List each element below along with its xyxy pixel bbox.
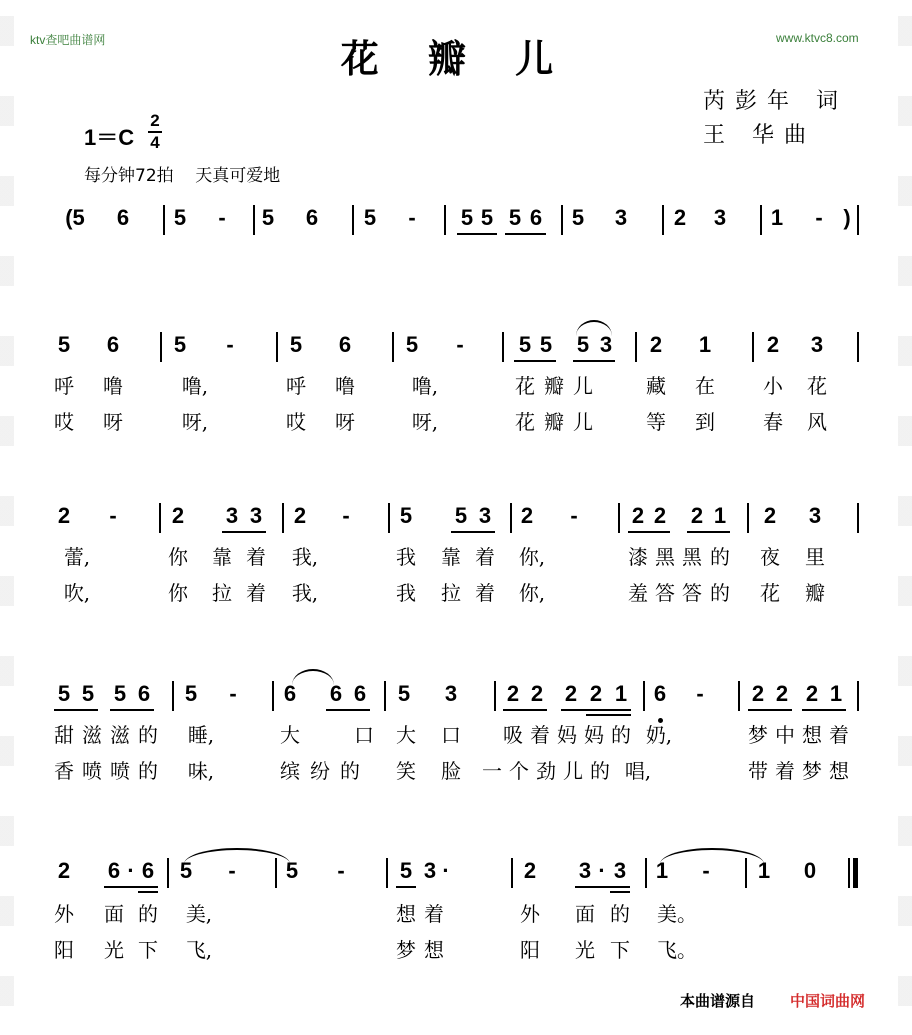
lyric-v1: 想 bbox=[802, 723, 822, 747]
lyric-v1: 美, bbox=[185, 902, 213, 926]
note: 6 bbox=[329, 681, 343, 706]
time-signature bbox=[148, 112, 162, 152]
lyric-v1: 口 bbox=[354, 723, 374, 747]
note: 2 bbox=[766, 332, 780, 357]
lyric-v2: 梦 bbox=[802, 759, 822, 783]
note: 5 bbox=[285, 858, 299, 883]
note: 5 bbox=[508, 205, 522, 230]
note: 3 bbox=[599, 332, 613, 357]
note: 5 bbox=[397, 681, 411, 706]
lyric-v2: 呀 bbox=[103, 410, 123, 434]
barline bbox=[857, 332, 859, 362]
note: 2 bbox=[523, 858, 537, 883]
barline bbox=[561, 205, 563, 235]
lyric-v2: 唱, bbox=[624, 759, 652, 783]
note: 6 bbox=[653, 681, 667, 706]
note: 3 bbox=[808, 503, 822, 528]
lyric-v2: 花 bbox=[760, 581, 780, 605]
underline bbox=[54, 709, 98, 711]
underline bbox=[396, 886, 416, 888]
barline bbox=[747, 503, 749, 533]
note: 5 bbox=[289, 332, 303, 357]
underline bbox=[138, 891, 158, 893]
lyric-v2: 羞 bbox=[628, 581, 648, 605]
note: 6 bbox=[116, 205, 130, 230]
slur bbox=[576, 320, 612, 336]
note: 5 bbox=[405, 332, 419, 357]
note: - bbox=[408, 205, 416, 230]
lyric-v1: 黑 bbox=[682, 545, 702, 569]
lyric-v1: 着 bbox=[475, 545, 495, 569]
lyric-v2: 呀, bbox=[181, 410, 209, 434]
lyric-v1: 大 bbox=[280, 723, 300, 747]
lyricist-credit: 芮彭年 词 bbox=[703, 89, 848, 114]
note: 1 bbox=[829, 681, 843, 706]
lyric-v2: 瓣 bbox=[805, 581, 825, 605]
note: 5 bbox=[173, 332, 187, 357]
note: 6 bbox=[305, 205, 319, 230]
note: - bbox=[696, 681, 704, 706]
note: - bbox=[456, 332, 464, 357]
barline bbox=[159, 503, 161, 533]
lyric-v2: 梦 bbox=[396, 938, 416, 962]
note: 3 bbox=[444, 681, 458, 706]
lyric-v2: 我 bbox=[396, 581, 416, 605]
note: 5 bbox=[399, 503, 413, 528]
lyric-v2: 吹, bbox=[63, 581, 91, 605]
lyric-v1: 噜, bbox=[181, 374, 209, 398]
note: 2 bbox=[775, 681, 789, 706]
lyric-v1: 里 bbox=[805, 545, 825, 569]
note: 5 bbox=[173, 205, 187, 230]
lyric-v1: 的 bbox=[138, 902, 158, 926]
lyric-v1: 睡, bbox=[187, 723, 215, 747]
lyric-v1: 面 bbox=[575, 902, 595, 926]
lyric-v1: 妈 bbox=[557, 723, 577, 747]
note: 2 bbox=[506, 681, 520, 706]
note: - bbox=[815, 205, 823, 230]
lyric-v2: 哎 bbox=[54, 410, 74, 434]
lyric-v2: 个 bbox=[509, 759, 529, 783]
note: 6 bbox=[137, 681, 151, 706]
lyric-v2: 春 bbox=[763, 410, 783, 434]
lyric-v2: 拉 bbox=[441, 581, 461, 605]
note: - bbox=[218, 205, 226, 230]
tempo-marking: 每分钟72拍 天真可爱地 bbox=[84, 166, 281, 186]
underline bbox=[104, 886, 158, 888]
barline bbox=[388, 503, 390, 533]
barline bbox=[857, 205, 859, 235]
composer-credit: 王 华曲 bbox=[703, 123, 816, 148]
final-barline-thick bbox=[853, 858, 858, 888]
note: 2 bbox=[564, 681, 578, 706]
lyric-v1: 我, bbox=[291, 545, 319, 569]
note: 2 bbox=[293, 503, 307, 528]
note: 5 bbox=[57, 681, 71, 706]
lyric-v1: 着 bbox=[424, 902, 444, 926]
lyric-v2: 纷 bbox=[310, 759, 330, 783]
note: 2 bbox=[631, 503, 645, 528]
note: - bbox=[228, 858, 236, 883]
note: - bbox=[109, 503, 117, 528]
note: 2 bbox=[690, 503, 704, 528]
note: 5 bbox=[363, 205, 377, 230]
lyric-v1: 花 bbox=[515, 374, 535, 398]
tie bbox=[660, 848, 764, 864]
note: 3 bbox=[423, 858, 437, 883]
barline bbox=[253, 205, 255, 235]
note: 6 bbox=[141, 858, 155, 883]
note: 6 bbox=[106, 332, 120, 357]
lyric-v2: 一 bbox=[482, 759, 502, 783]
lyric-v1: 靠 bbox=[441, 545, 461, 569]
note: 1 bbox=[757, 858, 771, 883]
lyric-v2: 想 bbox=[829, 759, 849, 783]
lyric-v1: 呼 bbox=[286, 374, 306, 398]
barline bbox=[282, 503, 284, 533]
underline bbox=[586, 714, 631, 716]
note: - bbox=[226, 332, 234, 357]
lyric-v1: 着 bbox=[530, 723, 550, 747]
note: 2 bbox=[57, 858, 71, 883]
lyric-v2: 下 bbox=[138, 938, 158, 962]
lyric-v1: 甜 bbox=[54, 723, 74, 747]
lyric-v1: 的 bbox=[138, 723, 158, 747]
note: 3 bbox=[614, 205, 628, 230]
note: - bbox=[342, 503, 350, 528]
note: 3 bbox=[713, 205, 727, 230]
song-title: 花 瓣 儿 bbox=[340, 36, 572, 81]
note: 3 bbox=[249, 503, 263, 528]
lyric-v1: 中 bbox=[775, 723, 795, 747]
lyric-v1: 的 bbox=[611, 723, 631, 747]
lyric-v2: 飞, bbox=[185, 938, 213, 962]
barline bbox=[645, 858, 647, 888]
lyric-v1: 美。 bbox=[657, 902, 697, 926]
lyric-v1: 我 bbox=[396, 545, 416, 569]
time-sig-bottom: 4 bbox=[150, 133, 160, 152]
barline bbox=[275, 858, 277, 888]
note: 5 bbox=[81, 681, 95, 706]
lyric-v1: 滋 bbox=[110, 723, 130, 747]
lyric-v1: 的 bbox=[610, 902, 630, 926]
note: 1 bbox=[770, 205, 784, 230]
lyric-v1: 靠 bbox=[212, 545, 232, 569]
lyric-v2: 儿 bbox=[573, 410, 593, 434]
note: 5 bbox=[480, 205, 494, 230]
final-barline-thin bbox=[848, 858, 850, 888]
lyric-v1: 着 bbox=[829, 723, 849, 747]
note: 2 bbox=[589, 681, 603, 706]
lyric-v2: 答 bbox=[682, 581, 702, 605]
underline bbox=[514, 360, 556, 362]
lyric-v1: 夜 bbox=[760, 545, 780, 569]
note: 2 bbox=[649, 332, 663, 357]
lyric-v2: 喷 bbox=[110, 759, 130, 783]
barline bbox=[857, 681, 859, 711]
underline bbox=[575, 886, 630, 888]
note: 3 bbox=[810, 332, 824, 357]
barline bbox=[643, 681, 645, 711]
lyric-v1: 噜 bbox=[335, 374, 355, 398]
barline bbox=[738, 681, 740, 711]
underline bbox=[802, 709, 846, 711]
note: 5 bbox=[261, 205, 275, 230]
note: 5 bbox=[571, 205, 585, 230]
lyric-v1: 噜 bbox=[103, 374, 123, 398]
underline bbox=[610, 891, 630, 893]
lyric-v2: 着 bbox=[475, 581, 495, 605]
footer-label: 本曲谱源自 bbox=[680, 992, 756, 1010]
barline bbox=[160, 332, 162, 362]
note: 6 bbox=[338, 332, 352, 357]
note: ) bbox=[843, 205, 851, 230]
note-dot: · bbox=[598, 858, 606, 883]
lyric-v1: 滋 bbox=[82, 723, 102, 747]
lyric-v1: 外 bbox=[54, 902, 74, 926]
barline bbox=[352, 205, 354, 235]
lyric-v1: 的 bbox=[710, 545, 730, 569]
underline bbox=[457, 233, 497, 235]
note: 5 bbox=[179, 858, 193, 883]
note: - bbox=[337, 858, 345, 883]
barline bbox=[752, 332, 754, 362]
underline bbox=[573, 360, 615, 362]
note: 2 bbox=[805, 681, 819, 706]
lyric-v2: 儿 bbox=[563, 759, 583, 783]
lyric-v2: 到 bbox=[695, 410, 715, 434]
note: 3 bbox=[578, 858, 592, 883]
lyric-v2: 笑 bbox=[396, 759, 416, 783]
note: 5 bbox=[57, 332, 71, 357]
barline bbox=[384, 681, 386, 711]
lyric-v2: 缤 bbox=[280, 759, 300, 783]
lyric-v2: 光 bbox=[104, 938, 124, 962]
left-watermark-strip bbox=[0, 0, 14, 1035]
lyric-v2: 着 bbox=[246, 581, 266, 605]
note: - bbox=[702, 858, 710, 883]
lyric-v1: 藏 bbox=[646, 374, 666, 398]
lyric-v1: 着 bbox=[246, 545, 266, 569]
note: 3 bbox=[613, 858, 627, 883]
barline bbox=[662, 205, 664, 235]
lyric-v2: 的 bbox=[138, 759, 158, 783]
lyric-v2: 呀 bbox=[335, 410, 355, 434]
lyric-v2: 飞。 bbox=[657, 938, 697, 962]
barline bbox=[635, 332, 637, 362]
underline bbox=[222, 531, 266, 533]
barline bbox=[857, 503, 859, 533]
note: 2 bbox=[751, 681, 765, 706]
barline bbox=[163, 205, 165, 235]
note: - bbox=[570, 503, 578, 528]
source-right: www.ktvc8.com bbox=[776, 31, 859, 45]
underline bbox=[503, 709, 547, 711]
note: - bbox=[229, 681, 237, 706]
underline bbox=[628, 531, 670, 533]
note: 3 bbox=[225, 503, 239, 528]
lyric-v2: 答 bbox=[655, 581, 675, 605]
note: 1 bbox=[698, 332, 712, 357]
lyric-v1: 蕾, bbox=[63, 545, 91, 569]
lyric-v1: 口 bbox=[441, 723, 461, 747]
note: 5 bbox=[113, 681, 127, 706]
note: 1 bbox=[614, 681, 628, 706]
note: 1 bbox=[713, 503, 727, 528]
lyric-v2: 拉 bbox=[212, 581, 232, 605]
barline bbox=[272, 681, 274, 711]
lyric-v2: 的 bbox=[590, 759, 610, 783]
barline bbox=[511, 858, 513, 888]
lyric-v1: 梦 bbox=[748, 723, 768, 747]
note: 5 bbox=[184, 681, 198, 706]
right-watermark-strip bbox=[898, 0, 912, 1035]
note-dot: · bbox=[127, 858, 135, 883]
note: 2 bbox=[530, 681, 544, 706]
underline bbox=[748, 709, 792, 711]
lyric-v1: 面 bbox=[104, 902, 124, 926]
lyric-v1: 吸 bbox=[503, 723, 523, 747]
lyric-v2: 哎 bbox=[286, 410, 306, 434]
note: (5 bbox=[65, 205, 85, 230]
barline bbox=[172, 681, 174, 711]
note: 5 bbox=[539, 332, 553, 357]
lyric-v1: 瓣 bbox=[544, 374, 564, 398]
lyric-v1: 黑 bbox=[655, 545, 675, 569]
note: 2 bbox=[520, 503, 534, 528]
note: 6 bbox=[283, 681, 297, 706]
lyric-v2: 你 bbox=[168, 581, 188, 605]
key-signature: 1＝C bbox=[84, 125, 135, 150]
lyric-v2: 我, bbox=[291, 581, 319, 605]
note: 2 bbox=[673, 205, 687, 230]
lyric-v1: 妈 bbox=[584, 723, 604, 747]
note: 5 bbox=[518, 332, 532, 357]
lyric-v1: 儿 bbox=[573, 374, 593, 398]
lyric-v2: 的 bbox=[340, 759, 360, 783]
lyric-v2: 风 bbox=[807, 410, 827, 434]
underline bbox=[451, 531, 495, 533]
note: 6 bbox=[107, 858, 121, 883]
barline bbox=[760, 205, 762, 235]
barline bbox=[510, 503, 512, 533]
note: 5 bbox=[399, 858, 413, 883]
lyric-v2: 你, bbox=[518, 581, 546, 605]
note: 2 bbox=[171, 503, 185, 528]
underline bbox=[561, 709, 631, 711]
barline bbox=[502, 332, 504, 362]
lyric-v1: 小 bbox=[763, 374, 783, 398]
lyric-v2: 劲 bbox=[536, 759, 556, 783]
note: 3 bbox=[478, 503, 492, 528]
footer-site-link[interactable]: 中国词曲网 bbox=[790, 992, 866, 1010]
lyric-v1: 漆 bbox=[628, 545, 648, 569]
note: 6 bbox=[529, 205, 543, 230]
lyric-v1: 花 bbox=[807, 374, 827, 398]
lyric-v2: 阳 bbox=[54, 938, 74, 962]
tie bbox=[292, 669, 334, 685]
note: 2 bbox=[57, 503, 71, 528]
barline bbox=[386, 858, 388, 888]
lyric-v1: 呼 bbox=[54, 374, 74, 398]
lyric-v2: 想 bbox=[424, 938, 444, 962]
lyric-v1: 奶, bbox=[645, 723, 673, 747]
barline bbox=[276, 332, 278, 362]
note: 0 bbox=[803, 858, 817, 883]
barline bbox=[745, 858, 747, 888]
note: 5 bbox=[460, 205, 474, 230]
barline bbox=[444, 205, 446, 235]
lyric-v1: 想 bbox=[396, 902, 416, 926]
lyric-v2: 带 bbox=[748, 759, 768, 783]
underline bbox=[687, 531, 730, 533]
lyric-v2: 阳 bbox=[520, 938, 540, 962]
lyric-v2: 脸 bbox=[441, 759, 461, 783]
lyric-v1: 你 bbox=[168, 545, 188, 569]
underline bbox=[505, 233, 546, 235]
note: 5 bbox=[576, 332, 590, 357]
lyric-v2: 等 bbox=[646, 410, 666, 434]
lyric-v2: 的 bbox=[710, 581, 730, 605]
lyric-v1: 噜, bbox=[411, 374, 439, 398]
source-left: ktv查吧曲谱网 bbox=[30, 33, 106, 47]
time-sig-top: 2 bbox=[150, 111, 160, 130]
note: 1 bbox=[655, 858, 669, 883]
lyric-v2: 下 bbox=[610, 938, 630, 962]
lyric-v1: 在 bbox=[695, 374, 715, 398]
lyric-v2: 光 bbox=[575, 938, 595, 962]
note: 2 bbox=[653, 503, 667, 528]
barline bbox=[494, 681, 496, 711]
note-dot: · bbox=[442, 858, 450, 883]
lyric-v2: 花 bbox=[515, 410, 535, 434]
lyric-v2: 瓣 bbox=[544, 410, 564, 434]
underline bbox=[110, 709, 154, 711]
lyric-v1: 外 bbox=[520, 902, 540, 926]
lyric-v1: 你, bbox=[518, 545, 546, 569]
barline bbox=[167, 858, 169, 888]
underline bbox=[326, 709, 370, 711]
lyric-v2: 味, bbox=[187, 759, 215, 783]
lyric-v2: 喷 bbox=[82, 759, 102, 783]
note: 2 bbox=[763, 503, 777, 528]
note: 6 bbox=[353, 681, 367, 706]
lyric-v2: 香 bbox=[54, 759, 74, 783]
lyric-v2: 着 bbox=[775, 759, 795, 783]
note: 5 bbox=[454, 503, 468, 528]
lyric-v1: 大 bbox=[396, 723, 416, 747]
barline bbox=[392, 332, 394, 362]
lyric-v2: 呀, bbox=[411, 410, 439, 434]
barline bbox=[618, 503, 620, 533]
